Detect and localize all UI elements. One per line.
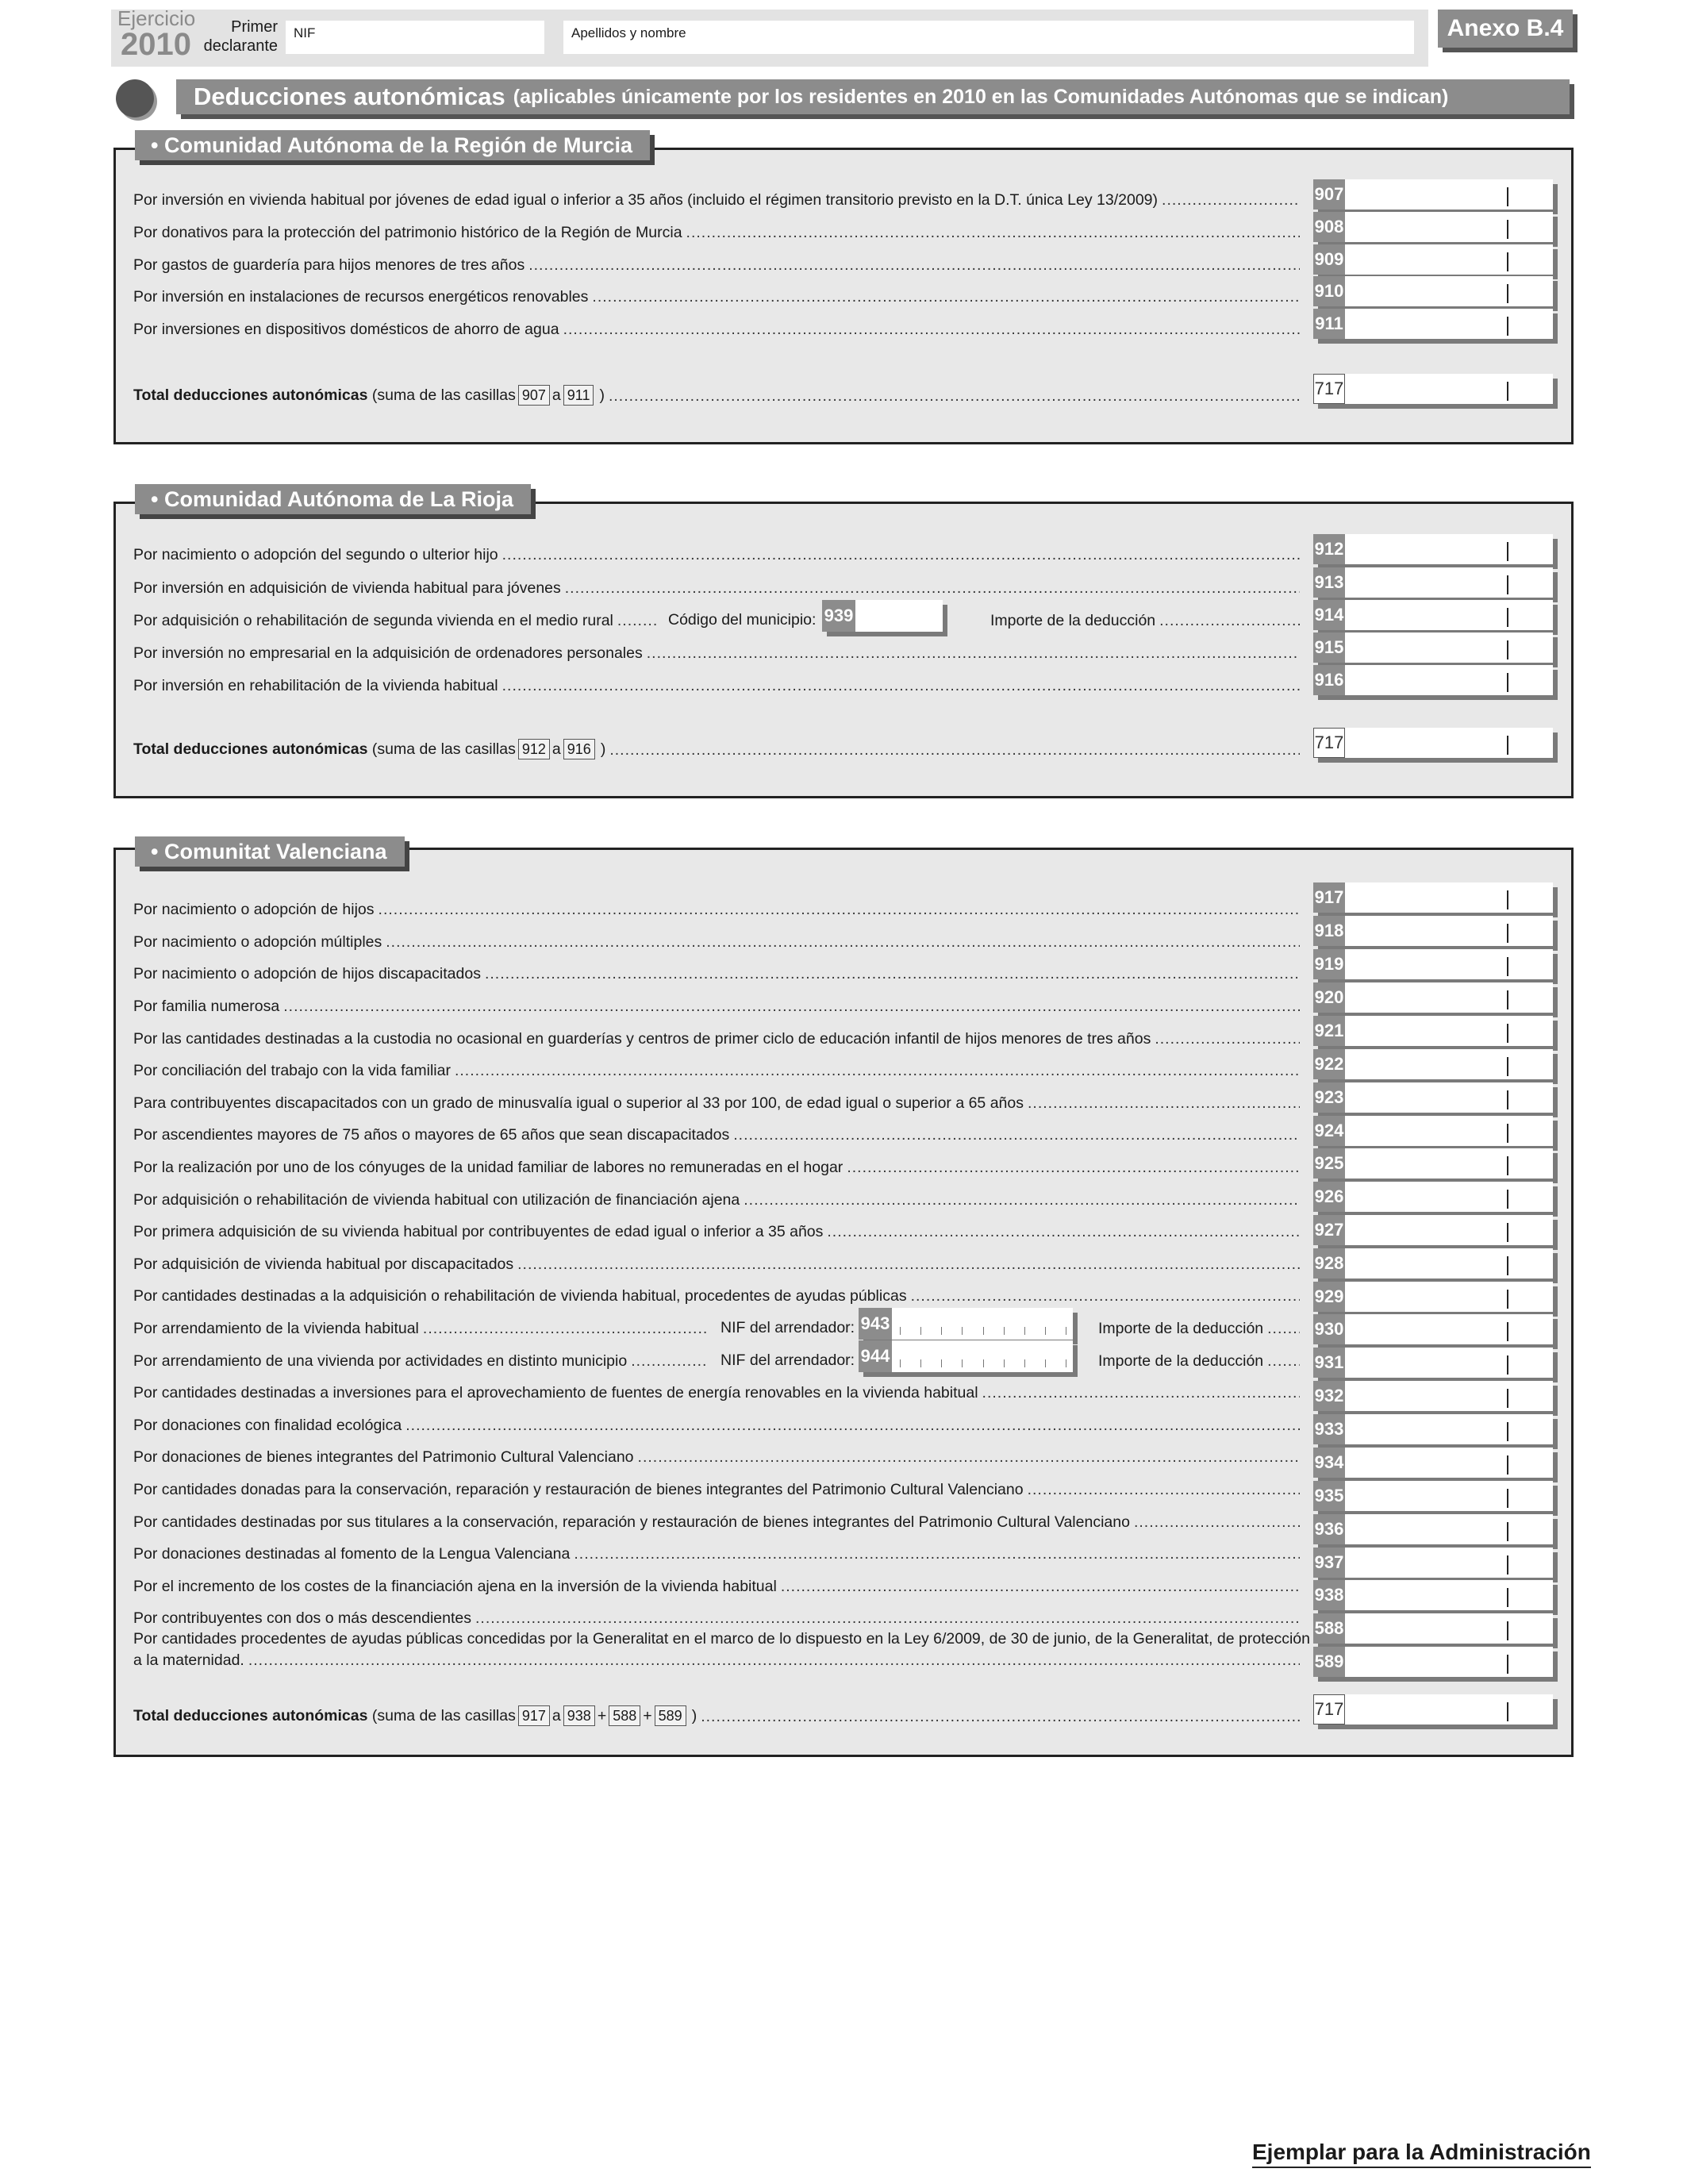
leader-dots [517, 1255, 1300, 1274]
row-label: Por donaciones con finalidad ecológica [133, 1417, 402, 1434]
amount-field[interactable] [1313, 1016, 1553, 1046]
title-bar [176, 79, 1570, 114]
leader-dots [455, 1061, 1300, 1080]
deduction-row [133, 1190, 1300, 1209]
importe-row [1098, 1319, 1300, 1338]
decimal-separator [1507, 1655, 1508, 1674]
deduction-row [133, 1094, 1300, 1113]
digit-tick [900, 1359, 901, 1367]
casilla-code: 913 [1313, 567, 1345, 598]
casilla-code: 927 [1313, 1215, 1345, 1245]
casilla-code: 588 [1313, 1613, 1345, 1644]
digit-tick [1004, 1327, 1005, 1335]
amount-field[interactable] [1313, 212, 1553, 242]
casilla-code: 911 [1313, 309, 1345, 339]
decimal-separator [1507, 1256, 1508, 1275]
decimal-separator [1507, 1057, 1508, 1076]
amount-field[interactable] [1313, 1348, 1553, 1378]
leader-dots [485, 964, 1300, 983]
section-rioja-heading: • Comunidad Autónoma de La Rioja [135, 484, 531, 514]
row-label: Por las cantidades destinadas a la custodia no ocasional en guarderías y centros de primer ciclo de educación infantil de hijos menores de tres años [133, 1030, 1151, 1048]
row-label: Por inversión no empresarial en la adquisición de ordenadores personales [133, 644, 643, 662]
leader-dots [638, 1448, 1300, 1467]
casilla-code: 717 [1313, 728, 1345, 758]
casilla-code: 917 [1313, 882, 1345, 913]
amount-field[interactable] [1313, 949, 1553, 979]
row-label: Por contribuyentes con dos o más descendientes [133, 1609, 472, 1627]
leader-dots [1159, 611, 1300, 630]
digit-tick [1024, 1359, 1025, 1367]
leader-dots [1267, 1319, 1300, 1338]
digit-tick [1004, 1359, 1005, 1367]
digit-tick [983, 1359, 984, 1367]
title-sub: (aplicables únicamente por los residentes en 2010 en las Comunidades Autónomas que se indican) [513, 85, 1449, 108]
deduction-row [133, 1416, 1300, 1435]
title-main: Deducciones autonómicas [194, 83, 505, 110]
digit-tick [920, 1359, 921, 1367]
total-row [133, 1705, 1300, 1726]
row-label: Por donativos para la protección del patrimonio histórico de la Región de Murcia [133, 224, 682, 241]
leader-dots [733, 1125, 1300, 1144]
amount-field[interactable] [1313, 1580, 1553, 1610]
row-label: Para contribuyentes discapacitados con un grado de minusvalía igual o superior al 33 por 100, de edad igual o superior a 65 años [133, 1094, 1024, 1112]
amount-field[interactable] [1313, 1282, 1553, 1312]
deduction-row [133, 1125, 1300, 1144]
total-c3: 588 [609, 1705, 640, 1726]
decimal-separator [1507, 1422, 1508, 1441]
deduction-row [133, 1577, 1300, 1596]
total-close: ) [599, 386, 605, 404]
leader-dots [827, 1222, 1300, 1241]
row-label: Por inversión en instalaciones de recursos energéticos renovables [133, 288, 589, 306]
deduction-row [133, 256, 1300, 275]
nif-arrendador-field[interactable] [859, 1308, 1073, 1340]
casilla-code: 922 [1313, 1049, 1345, 1079]
casilla-code: 912 [1313, 534, 1345, 564]
amount-field[interactable] [1313, 1082, 1553, 1113]
digit-tick [962, 1327, 963, 1335]
decimal-separator [1507, 673, 1508, 692]
leader-dots [609, 386, 1300, 406]
deduction-row [133, 900, 1300, 919]
deduction-row [133, 1448, 1300, 1467]
decimal-separator [1507, 1455, 1508, 1475]
casilla-code: 924 [1313, 1116, 1345, 1146]
amount-field[interactable] [1313, 982, 1553, 1013]
deduction-row [133, 1029, 1300, 1048]
casilla-code: 908 [1313, 212, 1345, 242]
casilla-code: 932 [1313, 1381, 1345, 1411]
nif-digit-ticks [900, 1327, 1066, 1335]
deduction-row [133, 320, 1300, 339]
nif-arrendador-label: NIF del arrendador: [721, 1352, 855, 1369]
total-from: 917 [518, 1705, 550, 1726]
amount-field[interactable] [1313, 1314, 1553, 1344]
total-bold: Total deducciones autonómicas [133, 1707, 368, 1725]
deduction-row [133, 1544, 1300, 1563]
row-label: Por cantidades donadas para la conservación, reparación y restauración de bienes integrantes del Patrimonio Cultural Valenciano [133, 1481, 1024, 1498]
leader-dots [781, 1577, 1300, 1596]
amount-field[interactable] [1313, 567, 1553, 598]
digit-tick [920, 1327, 921, 1335]
total-bold: Total deducciones autonómicas [133, 386, 368, 404]
total-close: ) [691, 1707, 697, 1725]
deduction-row [133, 611, 657, 630]
footer-label: Ejemplar para la Administración [1252, 2140, 1591, 2168]
decimal-separator [1507, 1555, 1508, 1575]
leader-dots [475, 1609, 1300, 1628]
leader-dots [563, 320, 1300, 339]
primer-declarante-label: Primer declarante [203, 18, 278, 55]
decimal-separator [1507, 1124, 1508, 1143]
casilla-code: 921 [1313, 1016, 1345, 1046]
casilla-code: 915 [1313, 633, 1345, 663]
row-label: Por la realización por uno de los cónyuges de la unidad familiar de labores no remuneradas en el hogar [133, 1159, 844, 1176]
amount-field[interactable] [1313, 1182, 1553, 1212]
row-label: Por nacimiento o adopción de hijos discapacitados [133, 965, 481, 982]
row-label: Por arrendamiento de la vivienda habitual [133, 1320, 419, 1337]
decimal-separator [1507, 1588, 1508, 1607]
decimal-separator [1507, 957, 1508, 976]
decimal-separator [1507, 1156, 1508, 1175]
total-bold: Total deducciones autonómicas [133, 740, 368, 758]
leader-dots [502, 676, 1300, 695]
leader-dots [744, 1190, 1300, 1209]
amount-field[interactable] [1313, 665, 1553, 695]
deduction-row [133, 644, 1300, 663]
amount-field[interactable] [1313, 1116, 1553, 1146]
total-pre: (suma de las casillas [371, 740, 516, 758]
deduction-row [133, 964, 1300, 983]
total-pre: (suma de las casillas [371, 1707, 516, 1725]
row-label: Por inversión en rehabilitación de la vivienda habitual [133, 677, 498, 694]
amount-field[interactable] [1313, 916, 1553, 946]
leader-dots [574, 1544, 1300, 1563]
total-amount-field[interactable] [1313, 374, 1553, 404]
deduction-row [133, 1319, 709, 1338]
nif-arrendador-field[interactable] [859, 1340, 1073, 1372]
total-to: 916 [563, 739, 595, 759]
leader-dots [1155, 1029, 1300, 1048]
decimal-separator [1507, 1355, 1508, 1375]
decimal-separator [1507, 1489, 1508, 1508]
leader-dots [283, 997, 1300, 1016]
deduction-row [133, 1352, 709, 1371]
deduction-row [133, 1513, 1300, 1532]
total-to: 911 [563, 385, 594, 406]
decimal-separator [1507, 1290, 1508, 1309]
deduction-row [133, 1480, 1300, 1499]
digit-tick [941, 1359, 942, 1367]
casilla-code: 929 [1313, 1282, 1345, 1312]
row-label: Por cantidades destinadas a inversiones para el aprovechamiento de fuentes de energía renovables en la vivienda habitual [133, 1384, 978, 1402]
row-label: Por cantidades destinadas a la adquisición o rehabilitación de vivienda habitual, procedentes de ayudas públicas [133, 1287, 907, 1305]
total-label [133, 739, 605, 759]
row-label: Por inversiones en dispositivos domésticos de ahorro de agua [133, 321, 559, 338]
deduction-row [133, 1158, 1300, 1177]
amount-field[interactable] [1313, 1647, 1553, 1677]
total-row [133, 739, 1300, 759]
deduction-row [133, 1286, 1300, 1305]
row-label: Por cantidades destinadas por sus titulares a la conservación, reparación y restauración de bienes integrantes del Patrimonio Cultural Valenciano [133, 1513, 1130, 1531]
deduction-row [133, 1383, 1300, 1402]
leader-dots [423, 1319, 709, 1338]
decimal-separator [1507, 220, 1508, 239]
importe-label: Importe de la deducción [1098, 1320, 1264, 1337]
total-plus: + [643, 1707, 652, 1725]
digit-tick [1045, 1359, 1046, 1367]
total-amount-field[interactable] [1313, 728, 1553, 758]
casilla-code: 934 [1313, 1448, 1345, 1478]
row-label: a la maternidad. [133, 1651, 244, 1669]
amount-field[interactable] [1313, 1148, 1553, 1179]
amount-field[interactable] [1313, 882, 1553, 913]
deduction-row [133, 1609, 1300, 1628]
amount-field[interactable] [1313, 1548, 1553, 1578]
decimal-separator [1507, 1024, 1508, 1043]
codigo-municipio-field[interactable] [822, 600, 943, 632]
decimal-separator [1507, 382, 1508, 401]
amount-field[interactable] [1313, 276, 1553, 306]
amount-field[interactable] [1313, 534, 1553, 564]
nif-digit-ticks [900, 1359, 1066, 1367]
leader-dots [565, 579, 1300, 598]
total-a: a [551, 1707, 561, 1725]
importe-label: Importe de la deducción [1098, 1352, 1264, 1370]
decimal-separator [1507, 575, 1508, 594]
decimal-separator [1507, 890, 1508, 909]
casilla-code: 910 [1313, 276, 1345, 306]
leader-dots [405, 1416, 1300, 1435]
amount-field[interactable] [1313, 179, 1553, 210]
decimal-separator [1507, 640, 1508, 659]
leader-dots [1134, 1513, 1300, 1532]
casilla-code: 589 [1313, 1647, 1345, 1677]
total-pre: (suma de las casillas [371, 386, 516, 404]
row-label: Por adquisición de vivienda habitual por discapacitados [133, 1255, 514, 1273]
decimal-separator [1507, 736, 1508, 755]
ejercicio-year: 2010 [121, 27, 191, 62]
decimal-separator [1507, 924, 1508, 943]
leader-dots [248, 1651, 1300, 1670]
casilla-code: 717 [1313, 1694, 1345, 1725]
decimal-separator [1507, 1702, 1508, 1721]
row-label: Por adquisición o rehabilitación de segunda vivienda en el medio rural [133, 612, 613, 629]
leader-dots [982, 1383, 1300, 1402]
decimal-separator [1507, 1621, 1508, 1640]
total-to: 938 [563, 1705, 595, 1726]
casilla-code: 936 [1313, 1514, 1345, 1544]
row-label: Por arrendamiento de una vivienda por actividades en distinto municipio [133, 1352, 628, 1370]
digit-tick [941, 1327, 942, 1335]
row-label: Por inversión en vivienda habitual por jóvenes de edad igual o inferior a 35 años (incluido el régimen transitorio previsto en la D.T. única Ley 13/2009) [133, 191, 1159, 209]
decimal-separator [1507, 252, 1508, 271]
leader-dots [592, 287, 1300, 306]
amount-field[interactable] [1313, 633, 1553, 663]
casilla-code: 930 [1313, 1314, 1345, 1344]
row-label: Por donaciones destinadas al fomento de la Lengua Valenciana [133, 1545, 571, 1563]
casilla-code: 933 [1313, 1414, 1345, 1444]
deduction-row [133, 223, 1300, 242]
amount-field[interactable] [1313, 1414, 1553, 1444]
casilla-code: 944 [859, 1340, 892, 1372]
casilla-code: 926 [1313, 1182, 1345, 1212]
amount-field[interactable] [1313, 1448, 1553, 1478]
total-label [133, 1705, 697, 1726]
digit-tick [1045, 1327, 1046, 1335]
digit-tick [983, 1327, 984, 1335]
decimal-separator [1507, 1090, 1508, 1109]
leader-dots [847, 1158, 1300, 1177]
amount-field[interactable] [1313, 600, 1553, 630]
leader-dots [701, 1707, 1300, 1726]
leader-dots [379, 900, 1300, 919]
leader-dots [1162, 190, 1300, 210]
row-label: Por adquisición o rehabilitación de vivienda habitual con utilización de financiación ajena [133, 1191, 740, 1209]
row-label: Por ascendientes mayores de 75 años o mayores de 65 años que sean discapacitados [133, 1126, 730, 1144]
row-label: Por conciliación del trabajo con la vida familiar [133, 1062, 451, 1079]
decimal-separator [1507, 1322, 1508, 1341]
casilla-code: 923 [1313, 1082, 1345, 1113]
row-label: Por inversión en adquisición de vivienda habitual para jóvenes [133, 579, 561, 597]
total-from: 907 [518, 385, 550, 406]
leader-dots [1028, 1094, 1300, 1113]
total-close: ) [600, 740, 606, 758]
casilla-code: 919 [1313, 949, 1345, 979]
nif-arrendador-label: NIF del arrendador: [721, 1319, 855, 1336]
casilla-code: 914 [1313, 600, 1345, 630]
casilla-code: 931 [1313, 1348, 1345, 1378]
row-label: Por el incremento de los costes de la financiación ajena en la inversión de la vivienda habitual [133, 1578, 777, 1595]
casilla-code: 909 [1313, 244, 1345, 275]
deduction-row [133, 190, 1300, 210]
digit-tick [900, 1327, 901, 1335]
importe-label: Importe de la deducción [990, 612, 1156, 629]
row-label: Por gastos de guardería para hijos menores de tres años [133, 256, 525, 274]
decimal-separator [1507, 1223, 1508, 1242]
decimal-separator [1507, 990, 1508, 1009]
leader-dots [911, 1286, 1300, 1305]
leader-dots [647, 644, 1300, 663]
decimal-separator [1507, 1389, 1508, 1408]
name-field[interactable]: Apellidos y nombre [563, 21, 1414, 54]
importe-row [1098, 1352, 1300, 1371]
total-a: a [551, 386, 561, 404]
total-a: a [551, 740, 561, 758]
deduction-row [133, 997, 1300, 1016]
casilla-code: 943 [859, 1308, 892, 1340]
casilla-code: 925 [1313, 1148, 1345, 1179]
total-c4: 589 [655, 1705, 686, 1726]
amount-field[interactable] [1313, 1613, 1553, 1644]
decimal-separator [1507, 284, 1508, 303]
decimal-separator [1507, 608, 1508, 627]
leader-dots [686, 223, 1300, 242]
row-label: Por donaciones de bienes integrantes del Patrimonio Cultural Valenciano [133, 1448, 634, 1466]
decimal-separator [1507, 1522, 1508, 1541]
casilla-code: 937 [1313, 1548, 1345, 1578]
casilla-code: 717 [1313, 374, 1345, 404]
amount-field[interactable] [1313, 1049, 1553, 1079]
decimal-separator [1507, 187, 1508, 206]
casilla-code: 939 [822, 600, 855, 632]
leader-dots [1267, 1352, 1300, 1371]
casilla-code: 928 [1313, 1248, 1345, 1278]
row-label-line1: Por cantidades procedentes de ayudas públicas concedidas por la Generalitat en el marco de lo dispuesto en la Ley 6/2009, de 30 de junio, de la Generalitat, de protección [133, 1630, 1310, 1648]
decimal-separator [1507, 542, 1508, 561]
deduction-row [133, 1651, 1300, 1670]
total-plus: + [597, 1707, 607, 1725]
amount-field[interactable] [1313, 1381, 1553, 1411]
amount-field[interactable] [1313, 244, 1553, 275]
leader-dots [528, 256, 1300, 275]
casilla-code: 938 [1313, 1580, 1345, 1610]
deduction-row [133, 1222, 1300, 1241]
digit-tick [962, 1359, 963, 1367]
total-from: 912 [518, 739, 550, 759]
section-valenciana-heading: • Comunitat Valenciana [135, 836, 405, 867]
amount-field[interactable] [1313, 1215, 1553, 1245]
row-label: Por nacimiento o adopción de hijos [133, 901, 375, 918]
deduction-row [133, 287, 1300, 306]
casilla-code: 918 [1313, 916, 1345, 946]
importe-row [990, 611, 1300, 630]
anexo-badge: Anexo B.4 [1438, 10, 1573, 48]
amount-field[interactable] [1313, 1481, 1553, 1511]
decimal-separator [1507, 317, 1508, 336]
ejercicio-label: Ejercicio [117, 6, 196, 30]
total-row [133, 385, 1300, 406]
section-murcia-heading: • Comunidad Autónoma de la Región de Murcia [135, 130, 650, 160]
casilla-code: 935 [1313, 1481, 1345, 1511]
casilla-code: 916 [1313, 665, 1345, 695]
deduction-row [133, 932, 1300, 952]
deduction-row [133, 676, 1300, 695]
leader-dots [386, 932, 1300, 952]
row-label: Por primera adquisición de su vivienda habitual por contribuyentes de edad igual o inferior a 35 años [133, 1223, 824, 1240]
leader-dots [1028, 1480, 1300, 1499]
decimal-separator [1507, 1190, 1508, 1209]
deduction-row [133, 1061, 1300, 1080]
total-amount-field[interactable] [1313, 1694, 1553, 1725]
casilla-code: 907 [1313, 179, 1345, 210]
digit-tick [1024, 1327, 1025, 1335]
casilla-code: 920 [1313, 982, 1345, 1013]
leader-dots [631, 1352, 709, 1371]
leader-dots [502, 545, 1300, 564]
row-label: Por nacimiento o adopción múltiples [133, 933, 382, 951]
amount-field[interactable] [1313, 1514, 1553, 1544]
leader-dots [617, 611, 657, 630]
row-label: Por nacimiento o adopción del segundo o ulterior hijo [133, 546, 498, 563]
amount-field[interactable] [1313, 1248, 1553, 1278]
deduction-row [133, 545, 1300, 564]
total-label [133, 385, 605, 406]
leader-dots [609, 740, 1300, 759]
deduction-row [133, 1255, 1300, 1274]
amount-field[interactable] [1313, 309, 1553, 339]
codigo-municipio-label: Código del municipio: [668, 611, 817, 629]
deduction-row [133, 579, 1300, 598]
row-label: Por familia numerosa [133, 998, 280, 1015]
title-bullet-icon [116, 79, 154, 117]
nif-field[interactable]: NIF [286, 21, 544, 54]
